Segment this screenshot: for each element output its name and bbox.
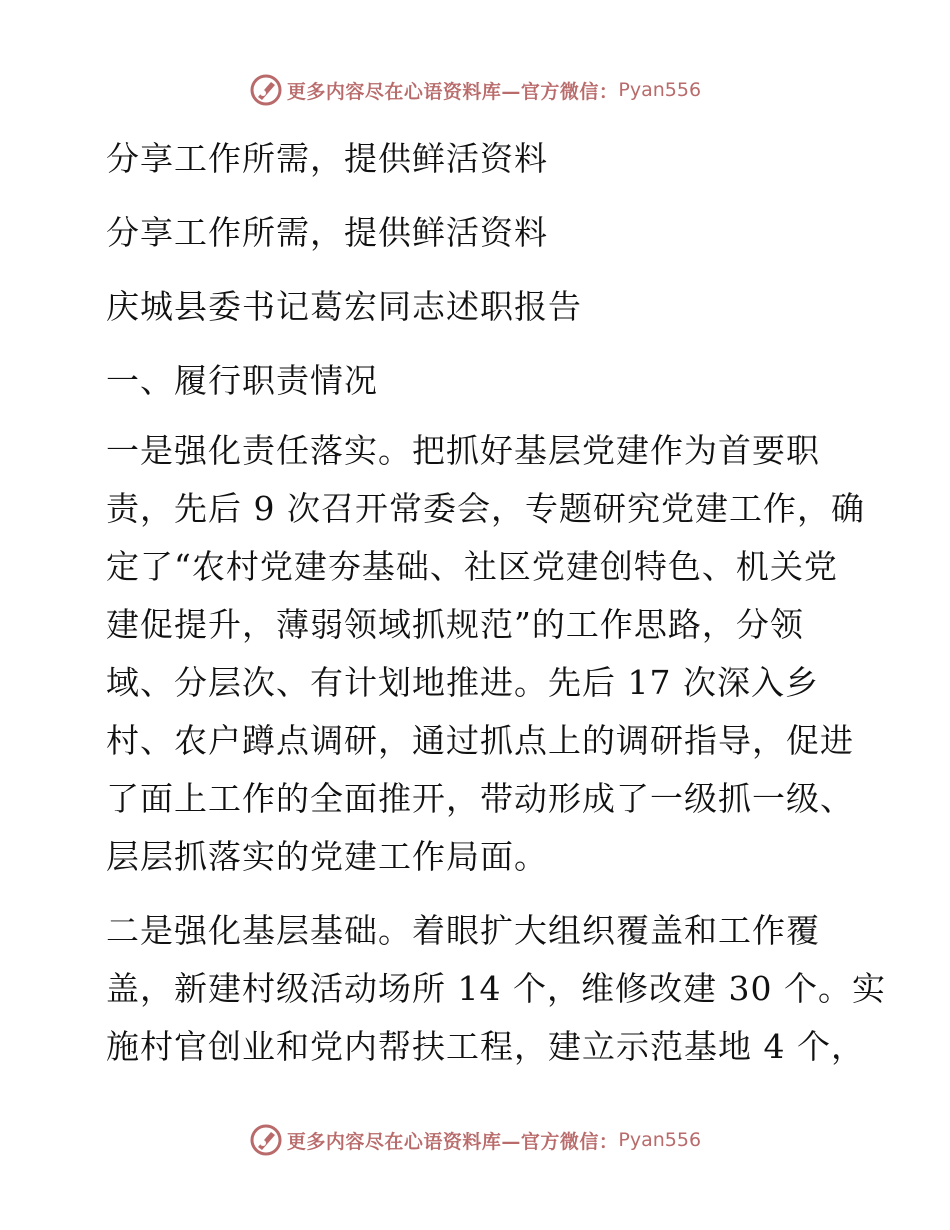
- text-line: 责，先后 9 次召开常委会，专题研究党建工作，确: [106, 489, 865, 528]
- text-line: 了面上工作的全面推开，带动形成了一级抓一级、: [106, 779, 854, 818]
- watermark-text: 更多内容尽在心语资料库—官方微信：: [286, 1130, 619, 1153]
- watermark-wechat-id: Pyan556: [618, 79, 702, 101]
- text-line: 定了“农村党建夯基础、社区党建创特色、机关党: [106, 547, 838, 586]
- text-line: 盖，新建村级活动场所 14 个，维修改建 30 个。实: [106, 969, 886, 1008]
- section-heading: 一、履行职责情况: [106, 361, 378, 400]
- text-line: 建促提升，薄弱领域抓规范”的工作思路，分领: [106, 605, 804, 644]
- text-line: 层层抓落实的党建工作局面。: [106, 837, 548, 876]
- paragraph-responsibility: [106, 422, 865, 886]
- document-title: 庆城县委书记葛宏同志述职报告: [106, 287, 582, 326]
- seal-pen-logo-icon: [249, 73, 283, 107]
- text-line: 一是强化责任落实。把抓好基层党建作为首要职: [106, 431, 820, 470]
- header-watermark: [0, 72, 950, 108]
- paragraph-gap: [106, 886, 854, 902]
- document-body: [106, 122, 886, 1076]
- text-line: 施村官创业和党内帮扶工程，建立示范基地 4 个，: [106, 1027, 865, 1066]
- text-line: 村、农户蹲点调研，通过抓点上的调研指导，促进: [106, 721, 854, 760]
- watermark-text: 更多内容尽在心语资料库—官方微信：: [286, 80, 619, 103]
- slogan-line: 分享工作所需，提供鲜活资料: [106, 213, 548, 252]
- footer-watermark: [0, 1122, 950, 1158]
- text-line: 域、分层次、有计划地推进。先后 17 次深入乡: [106, 663, 819, 702]
- seal-pen-logo-icon: [249, 1123, 283, 1157]
- paragraph-grassroots: [106, 902, 886, 1076]
- watermark-wechat-id: Pyan556: [618, 1129, 702, 1151]
- slogan-line: 分享工作所需，提供鲜活资料: [106, 139, 548, 178]
- text-line: 二是强化基层基础。着眼扩大组织覆盖和工作覆: [106, 911, 820, 950]
